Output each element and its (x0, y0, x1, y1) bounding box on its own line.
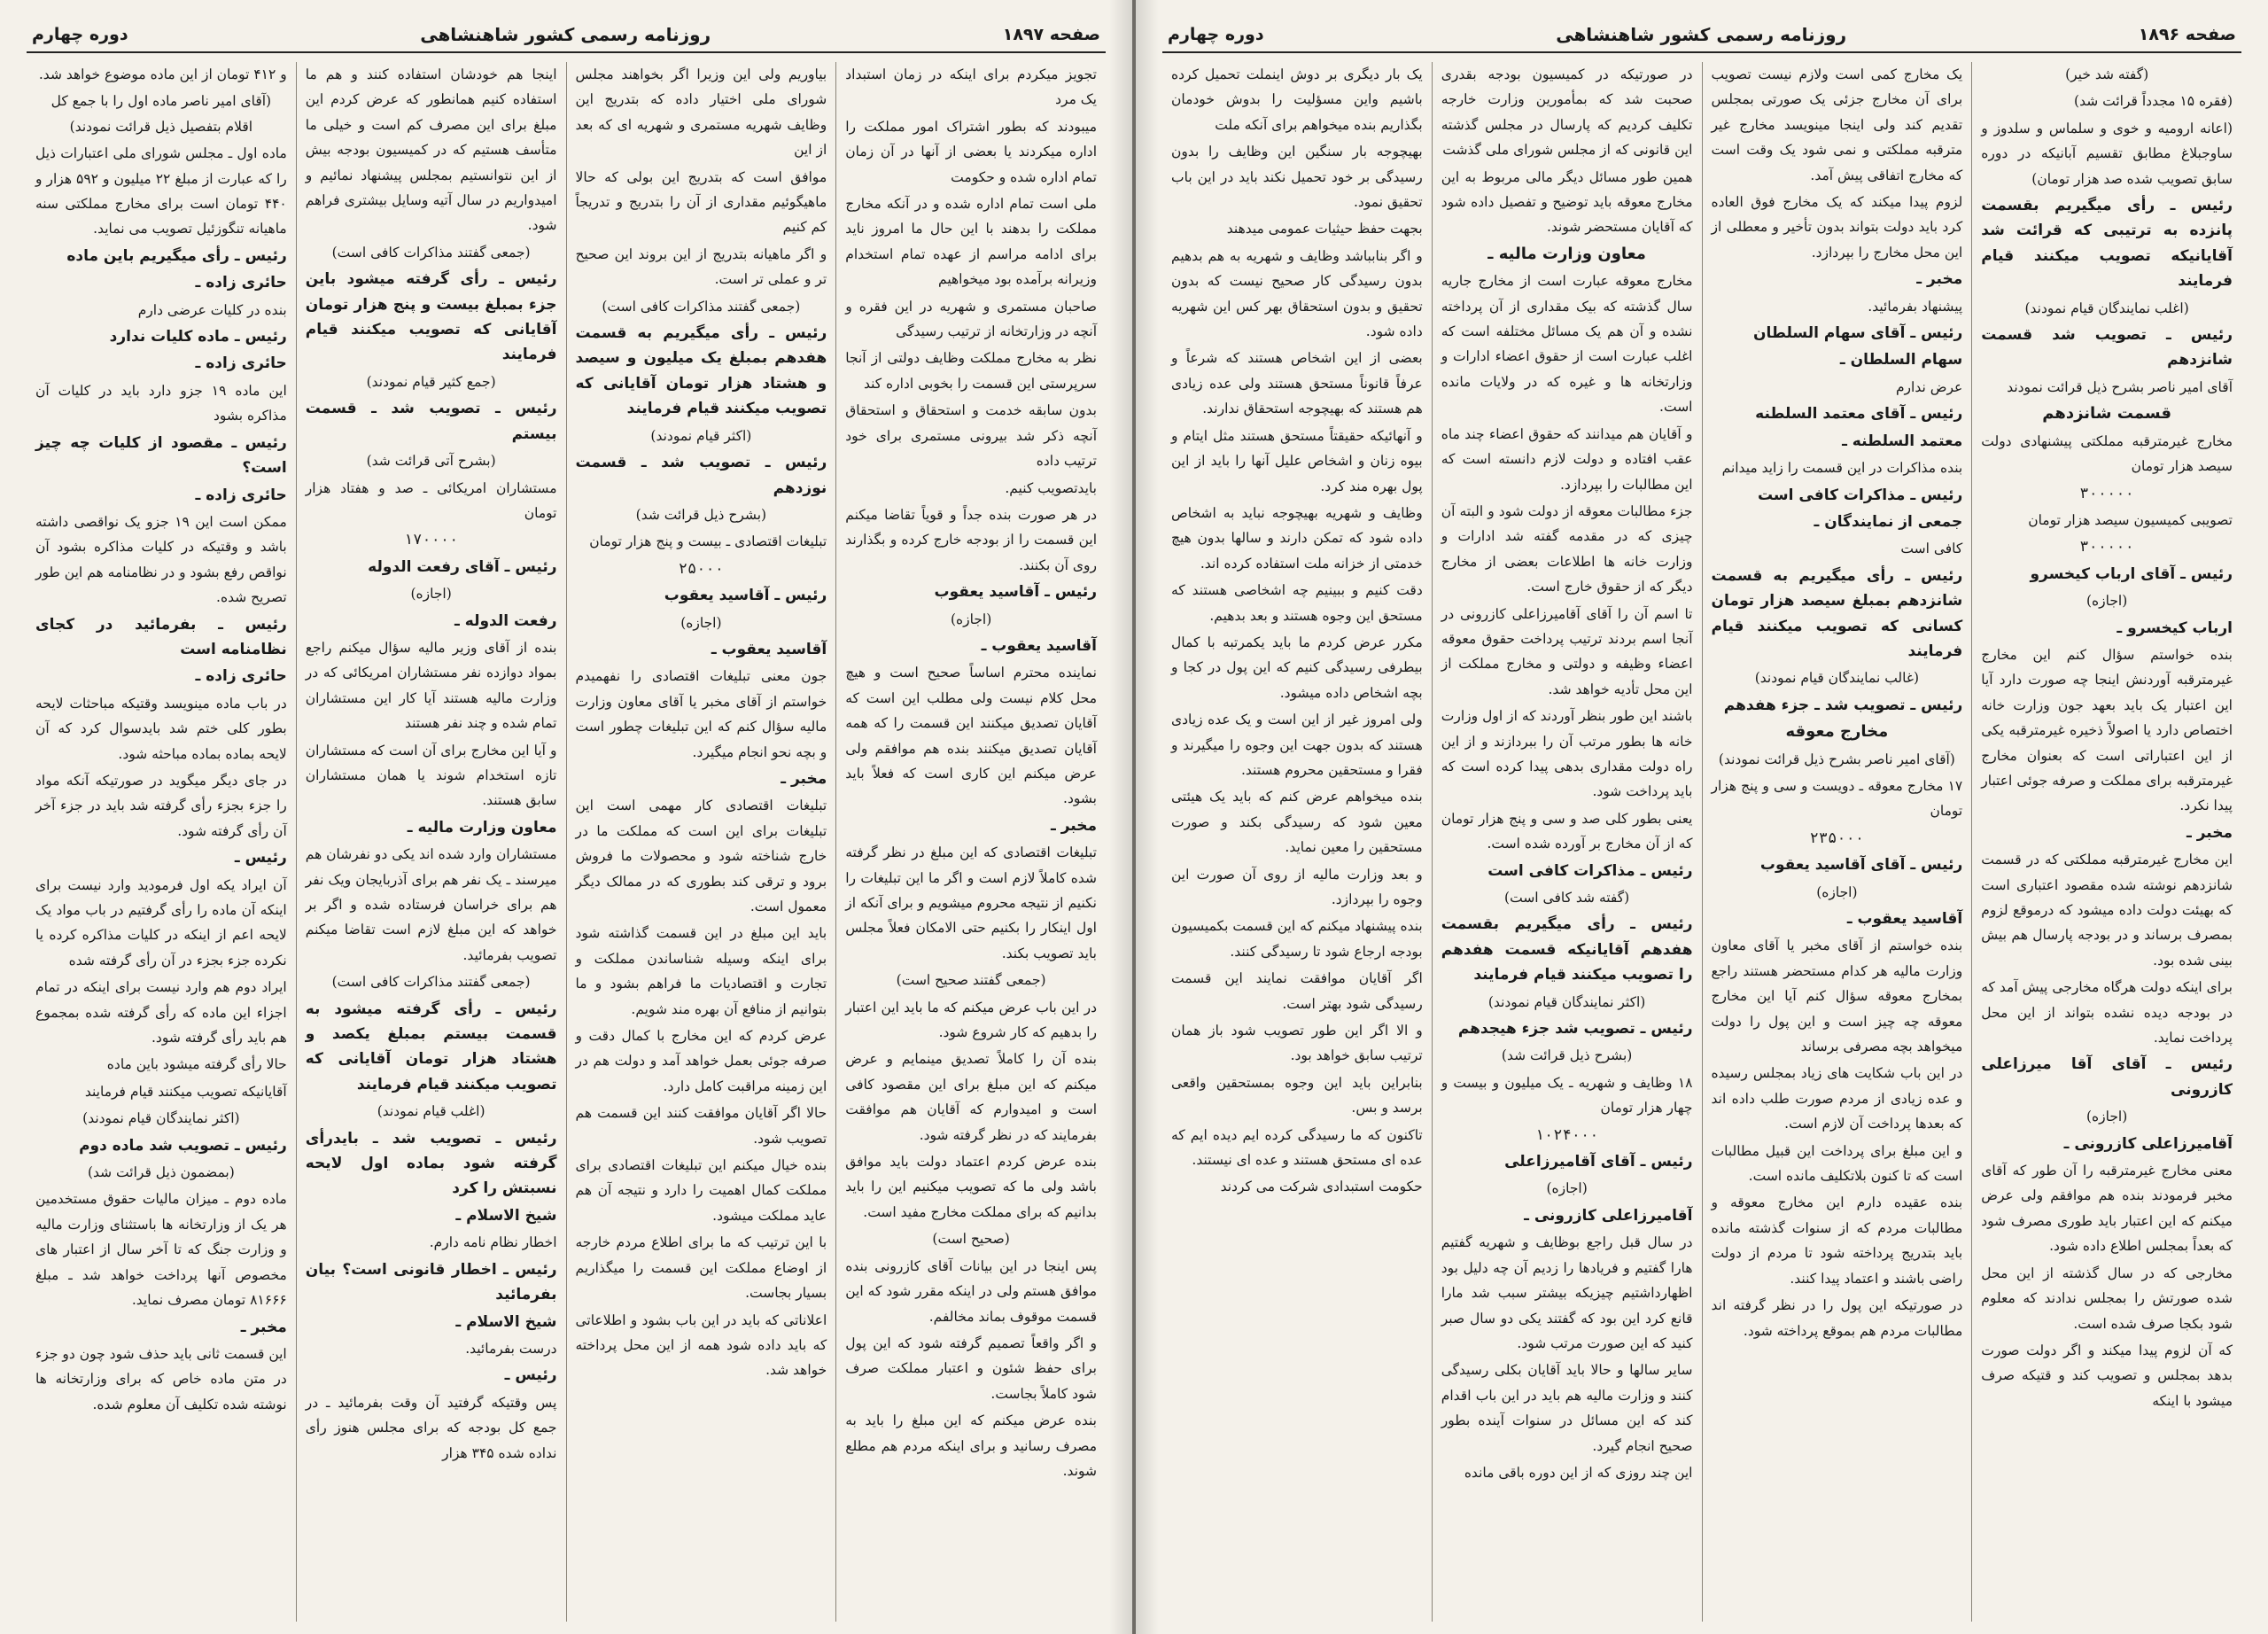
text-column (836, 62, 1106, 1622)
page-header (27, 21, 1106, 53)
text-column (1972, 62, 2241, 1622)
speaker-line: رئیس ـ رأی میگیریم باین ماده (66, 246, 287, 265)
paragraph: در باب ماده مینویسد وقتیکه مباحثات لایحه بطور کلی ختم شد بایدسوال کرد که آن لایحه بماده بماده مباحثه شود. (35, 695, 287, 762)
paragraph: این قسمت ثانی باید حذف شود چون دو جزء در متن ماده خاص که برای وزارتخانه ها نوشته شده تکلیف آن معلوم شده. (35, 1345, 287, 1412)
period-label: دوره چهارم (32, 25, 128, 44)
paragraph: باشند این طور بنظر آوردند که از اول وزارت خانه ها بطور مرتب آن را ببردازند و از این راه دولت مقداری بدهی پیدا کرده است که باید پرداخت شود. (1441, 708, 1693, 800)
paragraph: ممکن است این ۱۹ جزو یک نواقصی داشته باشد و وقتیکه در کلیات مذاکره بشود آن نواقص رفع بشود و در نظامنامه هم این طور تصریح شده. (35, 513, 287, 606)
paragraph: بیاوریم ولی این وزیرا اگر بخواهند مجلس شورای ملی اختیار داده که بتدریج این وظایف شهریه مستمری و شهریه ای که بعد از این (575, 66, 827, 159)
session-note: (اجازه) (1546, 1180, 1588, 1197)
paragraph: بایدتصویب کنیم. (1005, 479, 1097, 496)
paragraph: اگر آقایان موافقت نمایند این قسمت رسیدگی شود بهتر است. (1171, 970, 1423, 1012)
paragraph: در جای دیگر میگوید در صورتیکه آنکه مواد را جزء بجزء رأی گرفته شد باید در جزء آخر آن رأی گرفته شود. (35, 772, 287, 839)
paragraph: و آقایان هم میدانند که حقوق اعضاء چند ماه عقب افتاده و دولت لازم دانسته است که این مطالبات را بپردازد. (1441, 425, 1693, 493)
paragraph: اخطار نظام نامه دارم. (429, 1234, 557, 1251)
speaker-line: رئیس ـ آقای رفعت الدوله (368, 557, 557, 576)
page-number: صفحه ۱۸۹۶ (2138, 25, 2236, 44)
speaker-line: ارباب کیخسرو ـ (2117, 619, 2233, 637)
paragraph: و این مبلغ برای پرداخت این قبیل مطالبات است که تا کنون بلاتکلیف مانده است. (1711, 1142, 1963, 1185)
paragraph: حالا رأی گرفته میشود باین ماده (106, 1056, 287, 1073)
paragraph: و اگر واقعاً تصمیم گرفته شود که این پول برای حفظ شئون و اعتبار مملکت صرف شود کاملاً بجاست. (845, 1334, 1097, 1402)
page-fold (1132, 0, 1136, 1634)
amount-figure: ۱۷۰۰۰۰ (403, 531, 459, 549)
session-note: (اکثر نمایندگان قیام نمودند) (1487, 993, 1646, 1010)
speaker-line: رئیس ـ (504, 1366, 557, 1385)
paragraph: برای اینکه دولت هرگاه مخارجی پیش آمد که در بودجه دیده نشده بتواند از این محل پرداخت نماید. (1981, 979, 2233, 1047)
paragraph: (فقره ۱۵ مجدداً قرائت شد) (2074, 93, 2233, 110)
paragraph: ایراد دوم هم وارد نیست برای اینکه در تمام اجزاء این ماده که رأی گرفته شده بمجموع هم باید رأی گرفته شود. (35, 979, 287, 1047)
paragraph: جزء مطالبات معوقه از دولت شود و البته آن چیزی که در مقدمه گفته شد ادارات و وزارت خانه ها اطلاعات بعضی از مخارج دیگر که از حقوق خارج است. (1441, 502, 1693, 595)
paragraph: پیشنهاد بفرمائید. (1868, 298, 1963, 315)
paragraph: لزوم پیدا میکند که یک مخارج فوق العاده کرد باید دولت بتواند بدون تأخیر و معطلی از این محل مخارج را بپردازد. (1711, 194, 1963, 261)
paragraph: بنده خیال میکنم این تبلیغات اقتصادی برای مملکت کمال اهمیت را دارد و نتیجه آن هم عاید مملکت میشود. (575, 1157, 827, 1224)
speaker-line: سهام السلطان ـ (1839, 351, 1963, 370)
paragraph: مکرر عرض کردم ما باید یکمرتبه با کمال بیطرفی رسیدگی کنیم که این پول در کجا و بچه اشخاص داده میشود. (1171, 634, 1423, 701)
speaker-line: رئیس ـ تصویب شد قسمت شانزدهم (1981, 326, 2233, 370)
speaker-line: رئیس ـ رأی میگیریم به قسمت شانزدهم بمبلغ سیصد هزار تومان کسانی که تصویب میکنند قیام فرمایند (1711, 566, 1963, 660)
speaker-line: معاون وزارت مالیه ـ (407, 818, 557, 836)
session-note: (بشرح ذیل قرائت شد) (635, 506, 767, 523)
session-note: (گفته شد خیر) (2065, 66, 2149, 82)
paragraph: بجهت حفظ حیثیات عمومی میدهند (1226, 221, 1423, 237)
session-note: (اکثر نمایندگان قیام نمودند) (82, 1110, 240, 1127)
paragraph: یک بار دیگری بر دوش اینملت تحمیل کرده باشیم واین مسؤلیت را بدوش خودمان بگذاریم بنده میخواهم برای آنکه ملت (1171, 66, 1423, 133)
paragraph: بنده خواستم سؤال کنم این مخارج غیرمترقبه آوردنش اینجا چه صورت دارد آیا این اعتبار یک باید بعهد جون وزارت خانه اختصاص دارد یا اصولاً ذخیره غیرمترقبه یکی از این اعتباراتی است که بعنوان مخارج غیرمترقبه برای مملکت و صرفه جوئی اعتبار پیدا نکرد. (1981, 646, 2233, 814)
speaker-line: رئیس ـ رأی میگیریم بقسمت پانزده به ترتیبی که قرائت شد آقایانیکه تصویب میکنند قیام فرمایند (1981, 197, 2233, 291)
session-note: (اغلب نمایندگان قیام نمودند) (2024, 300, 2189, 316)
speaker-line: رئیس ـ بفرمائید در کجای نظامنامه است (35, 615, 287, 658)
speaker-line: رئیس ـ تصویب شد ـ جزء هفدهم (1723, 696, 1963, 714)
speaker-line: رئیس ـ مذاکرات کافی است (1487, 861, 1693, 880)
session-note: (بشرح ذیل قرائت شد) (1501, 1047, 1633, 1064)
paragraph: آقای امیر ناصر بشرح ذیل قرائت نمودند (2007, 378, 2233, 395)
paragraph: و آیا این مخارج برای آن است که مستشاران تازه استخدام شوند یا همان مستشاران سابق هستند. (305, 742, 557, 809)
session-note: (صحیح است) (932, 1231, 1010, 1248)
paragraph: یک مخارج کمی است ولازم نیست تصویب برای آن مخارج جزئی یک صورتی بمجلس تقدیم کند ولی اینجا مینویسد مخارج غیر مترقبه مملکتی و نمی شود یک وقت است که مخارج اتفاقی پیش آمد. (1711, 66, 1963, 183)
paragraph: در سال قبل راجع بوظایف و شهریه گفتیم هارا گفتیم و فریادها را زدیم آن چه دلیل بود اظهارداشتیم چیزیکه بیشتر سبب شد مارا قانع کرد این بود که گفتند یکی دو سال صبر کنید که این صورت مرتب شود. (1441, 1234, 1693, 1351)
speaker-line: معتمد السلطنه ـ (1842, 432, 1963, 450)
paragraph: بعضی از این اشخاص هستند که شرعاً و عرفاً قانوناً مستحق هستند ولی عده زیادی هم هستند که بهیچوجه استحقاق ندارند. (1171, 350, 1423, 417)
paragraph: اعلاناتی که باید در این باب بشود و اطلاعاتی که باید داده شود همه از این محل پرداخته خواهد شد. (575, 1311, 827, 1379)
text-column (1162, 62, 1433, 1622)
period-label: دوره چهارم (1168, 25, 1264, 44)
speaker-line: رئیس ـ آقاسید یعقوب (934, 583, 1097, 602)
speaker-line: حائری زاده ـ (195, 667, 287, 686)
speaker-line: رئیس ـ آقای ارباب کیخسرو (2030, 564, 2233, 583)
text-column (1433, 62, 1703, 1622)
speaker-line: رئیس ـ تصویب شد ـ قسمت بیستم (305, 400, 557, 443)
speaker-line: رئیس ـ تصویب شد ـ قسمت نوزدهم (575, 454, 827, 497)
paragraph: که آن لزوم پیدا میکند و اگر دولت صورت بدهد بمجلس و تصویب کند و قتیکه صرف میشود با اینکه (1981, 1342, 2233, 1409)
speaker-line: رئیس ـ ماده کلیات ندارد (109, 328, 287, 346)
paragraph: پس وقتیکه گرفتید آن وقت بفرمائید ـ در جمع کل بودجه که برای مجلس هنوز رأی نداده شده ۳۴۵ هزار (305, 1394, 557, 1461)
paragraph: این مخارج غیرمترقبه مملکتی که در قسمت شانزدهم نوشته شده مقصود اعتباری است که بهیئت دولت داده میشود که درموقع لزوم بمصرف برساند و در بودجه پارسال هم بیش بینی شده بود. (1981, 852, 2233, 969)
speaker-line: آقاسید یعقوب ـ (981, 636, 1097, 655)
paragraph: میبودند که بطور اشتراک امور مملکت را اداره میکردند یا بعضی از آنها در آن زمان تمام اداره شده و حکومت (845, 118, 1097, 185)
paragraph: بنده خواستم از آقای مخبر یا آقای معاون وزارت مالیه هر کدام مستحضر هستند راجع بمخارج معوقه سؤال کنم آیا این مخارج معوقه چه چیز است و این پول را دولت میخواهد بچه مصرفی برساند (1711, 938, 1963, 1055)
speaker-line: مخبر ـ (781, 769, 827, 788)
paragraph: و اگر بنابباشد وظایف و شهریه به هم بدهیم بدون رسیدگی کار صحیح نیست که بدون تحقیق و بدون استحقاق بهر کس این شهریه داده شود. (1171, 247, 1423, 340)
speaker-line: رئیس ـ تصویب شد ـ بایدرأی گرفته شود بماده اول لایحه نسبتش را کرد (305, 1129, 557, 1198)
paragraph: بنده از آقای وزیر مالیه سؤال میکنم راجع بمواد دوازده نفر مستشاران امریکائی که در وزارت مالیه هستند آیا کار این مستشاران تمام شده و چند نفر هستند (305, 639, 557, 732)
paragraph: عرض ندارم (1895, 378, 1963, 395)
paragraph: معنی مخارج غیرمترقبه را آن طور که آقای مخبر فرمودند بنده هم موافقم ولی عرض میکنم که این اعتبار باید طوری مصرف شود که بعداً بمجلس اطلاع داده شود. (1981, 1163, 2233, 1255)
speaker-line: رئیس ـ اخطار قانونی است؟ بیان بفرمائید (305, 1260, 557, 1304)
section-heading: معاون وزارت مالیه ـ (1487, 244, 1646, 263)
speaker-line: شیخ الاسلام ـ (455, 1206, 557, 1225)
paragraph: عرض کردم که این مخارج با کمال دقت و صرفه جوئی بعمل خواهد آمد و دولت هم در این زمینه مراقبت کامل دارد. (575, 1028, 827, 1094)
speaker-line: رئیس ـ رأی گرفته میشود به قسمت بیستم بمبلغ یکصد و هشتاد هزار تومان آقایانی که تصویب میکنند قیام فرمایند (305, 1000, 557, 1093)
speaker-line: حائری زاده ـ (195, 354, 287, 373)
paragraph: مخارجی که در سال گذشته از این محل شده صورتش را بمجلس ندادند که معلوم شود بکجا صرف شده است. (1981, 1264, 2233, 1332)
paragraph: همین طور مسائل دیگر مالی مربوط به این مخارج معوقه باید توضیح و تفصیل داده شود که آقایان مستحضر شوند. (1441, 168, 1693, 236)
session-note: (جمع کثیر قیام نمودند) (366, 373, 496, 390)
speaker-line: مخبر ـ (1916, 270, 1963, 289)
amount-figure: ۳۰۰۰۰۰ (2079, 484, 2134, 502)
speaker-line: مخبر ـ (2186, 823, 2233, 842)
paragraph: مخارج معوقه عبارت است از مخارج جاریه سال گذشته که بیک مقداری از آن پرداخته نشده و آن هم یک مسائل مختلفه است که اغلب عبارت است از حقوق اعضاء ادارات و وزارتخانه ها و غیره که در ولایات مانده است. (1441, 273, 1693, 416)
speaker-line: شیخ الاسلام ـ (455, 1312, 557, 1331)
speaker-line: جمعی از نمایندگان ـ (1814, 512, 1963, 531)
speaker-line: حائری زاده ـ (195, 486, 287, 504)
paragraph: و اگر ماهیانه بتدریج از این بروند این صحیح تر و عملی تر است. (575, 245, 827, 288)
paragraph: بنده در کلیات عرضی دارم (137, 301, 287, 318)
paragraph: بنده آن را کاملاً تصدیق مینمایم و عرض میکنم که این مبلغ برای این مقصود کافی است و امیدوارم که آقایان هم موافقت بفرمایند که در نظر گرفته شود. (845, 1051, 1097, 1143)
speaker-line: رئیس ـ (234, 849, 287, 868)
paragraph: و ۴۱۲ تومان از این ماده موضوع خواهد شد. (38, 66, 287, 82)
paragraph: بدون سابقه خدمت و استحقاق و استحقاق آنچه ذکر شد بیرونی مستمری برای خود ترتیب داده (845, 402, 1097, 470)
paragraph: ولی امروز غیر از این است و یک عده زیادی هستند که بدون جهت این وجوه را میگیرند و فقرا و مستحقین محروم هستند. (1171, 712, 1423, 778)
paragraph: آقایانیکه تصویب میکنند قیام فرمایند (84, 1083, 287, 1100)
speaker-line: رئیس ـ رأی میگیریم بقسمت هفدهم آقایانیکه قسمت هفدهم را تصویب میکنند قیام فرمایند (1441, 915, 1693, 984)
paragraph: نماینده محترم اساساً صحیح است و هیچ محل کلام نیست ولی مطلب این است که آقایان تصدیق میکنند این قسمت را که همه آقایان تصدیق میکنند بنده هم موافقم ولی عرض میکنم این کاری است که فعلاً باید بشود. (845, 665, 1097, 807)
amount-figure: ۲۳۵۰۰۰ (1809, 829, 1865, 847)
session-note: (آقای امیر ناصر بشرح ذیل قرائت نمودند) (1718, 751, 1955, 767)
speaker-line: رئیس ـ آقای آقامیرزاعلی (1504, 1153, 1693, 1171)
paragraph: بنده عرض کردم اعتماد دولت باید موافق باشد ولی ما که تصویب میکنیم این را باید بدانیم که برای مملکت مخارج مفید است. (845, 1154, 1097, 1220)
paragraph: در هر صورت بنده جداً و قویاً تقاضا میکنم این قسمت را از بودجه خارج کرده و بگذارند روی آن بکنند. (845, 506, 1097, 573)
speaker-line: رئیس ـ رأی میگیریم به قسمت هفدهم بمبلغ یک میلیون و سیصد و هشتاد هزار تومان آقایانی که تصویب میکنند قیام فرمایند (575, 324, 827, 418)
session-note: (غالب نمایندگان قیام نمودند) (1754, 670, 1920, 687)
session-note: (جمعی گفتند مذاکرات کافی است) (331, 974, 531, 991)
right-page (1134, 0, 2268, 1634)
paragraph: درست بفرمائید. (465, 1340, 557, 1357)
speaker-line: آقامیرزاعلی کازرونی ـ (1524, 1206, 1693, 1225)
text-column (567, 62, 837, 1622)
text-column (27, 62, 297, 1622)
speaker-line: رئیس ـ آقای معتمد السلطنه (1755, 405, 1963, 424)
text-column (1703, 62, 1973, 1622)
session-note: (جمعی گفتند مذاکرات کافی است) (331, 244, 531, 261)
speaker-line: آقاسید یعقوب ـ (1846, 910, 1963, 928)
paragraph: موافق است که بتدریج این بولی که حالا ماهیگوئیم مقداری از آن را بتدریج و تدریجاً کم کنیم (575, 168, 827, 236)
paragraph: بنده عرض میکنم که این مبلغ را باید به مصرف رسانید و برای اینکه مردم هم مطلع شوند. (845, 1412, 1097, 1479)
paragraph: کافی است (1900, 541, 1963, 557)
amount-figure: ۳۰۰۰۰۰ (2079, 538, 2134, 556)
session-note: (بمضمون ذیل قرائت شد) (87, 1164, 235, 1181)
paragraph: پس اینجا در این بیانات آقای کازرونی بنده موافق هستم ولی در اینکه مقرر شود که این قسمت موقوف بماند مخالفم. (845, 1257, 1097, 1325)
paragraph: باید این مبلغ در این قسمت گذاشته شود برای اینکه وسیله شناساندن مملکت و تجارت و اقتصادیات ما فراهم بشود و ما بتوانیم از منافع آن بهره مند شویم. (575, 925, 827, 1017)
paragraph: تبلیغات اقتصادی کار مهمی است این تبلیغات برای این است که مملکت ما در خارج شناخته شود و محصولات ما فروش برود و ترقی کند بطوری که در ممالک دیگر معمول است. (575, 798, 827, 914)
paragraph: مخارج غیرمترقبه مملکتی پیشنهادی دولت سیصد هزار تومان (1981, 432, 2233, 475)
paragraph: در صورتیکه این پول را در نظر گرفته اند مطالبات مردم هم بموقع پرداخته شود. (1711, 1297, 1963, 1339)
session-note: (اجازه) (410, 586, 452, 603)
paragraph: ماده اول ـ مجلس شورای ملی اعتبارات ذیل را که عبارت از مبلغ ۲۲ میلیون و ۵۹۲ هزار و ۴۴۰ تومان است برای مخارج مملکتی سنه ماهیانه تنگوزئیل تصویب می نماید. (35, 145, 287, 237)
session-note: (اجازه) (680, 614, 722, 631)
speaker-line: آقاسید یعقوب ـ (711, 640, 827, 658)
paragraph: تبلیغات اقتصادی که این مبلغ در نظر گرفته شده کاملاً لازم است و اگر ما این تبلیغات را نکنیم از نتیجه محروم میشویم و برای آنکه از اول اینکار را بکنیم حتی الامکان فعلاً مجلس باید تصویب بکند. (845, 844, 1097, 961)
paragraph: تاکنون که ما رسیدگی کرده ایم دیده ایم که عده ای مستحق هستند و عده ای نیستند. (1171, 1126, 1423, 1169)
page-number: صفحه ۱۸۹۷ (1002, 25, 1100, 44)
paragraph: تا اسم آن را آقای آقامیرزاعلی کازرونی در آنجا اسم بردند ترتیب پرداخت حقوق معوقه اعضاء وظیفه و دولتی و مخارج مملکت از این محل تأدیه خواهد شد. (1441, 605, 1693, 697)
paragraph: حکومت استبدادی شرکت می کردند (1220, 1179, 1423, 1195)
amount-figure: ۲۵۰۰۰ (678, 559, 724, 578)
session-note: (بشرح آتی قرائت شد) (366, 453, 496, 470)
paragraph: ۱۷ مخارج معوقه ـ دویست و سی و پنج هزار تومان (1711, 777, 1963, 820)
speaker-line: حائری زاده ـ (195, 274, 287, 292)
paragraph: ۱۸ وظایف و شهریه ـ یک میلیون و بیست و چهار هزار تومان (1441, 1074, 1693, 1117)
newspaper-title: روزنامه رسمی کشور شاهنشاهی (1556, 24, 1847, 45)
text-columns (27, 62, 1106, 1622)
paragraph: این چند روزی که از این دوره باقی مانده (1464, 1464, 1693, 1481)
session-note: (اجازه) (950, 611, 992, 627)
paragraph: بنده مذاکرات در این قسمت را زاید میدانم (1721, 460, 1963, 477)
speaker-line: رئیس ـ آقاسید یعقوب (664, 587, 827, 605)
speaker-line: رئیس ـ آقای آقاسید یعقوب (1759, 856, 1963, 875)
paragraph: مستشاران وارد شده اند یکی دو نفرشان هم میرسند ـ یک نفر هم برای آذربایجان ویک نفر هم برای خراسان فرستاده شده و اگر بر خواهد که این مبلغ لازم است تقاضا میکنم تصویب بفرمائید. (305, 846, 557, 963)
paragraph: بنده میخواهم عرض کنم که باید یک هیئتی معین شود که رسیدگی بکند و صورت مستحقین را معین نماید. (1171, 789, 1423, 856)
paragraph: نظر به مخارج مملکت وظایف دولتی از آنجا سرپرستی این قسمت را بخوبی اداره کند (845, 350, 1097, 392)
paragraph: (اعانه اروميه و خوی و سلماس و سلدوز و ساوجبلاغ مطابق تقسیم آبانیکه در دوره سابق تصویب شده صد هزار تومان) (1981, 120, 2233, 187)
speaker-line: مخبر ـ (1050, 816, 1097, 835)
speaker-line: رئیس ـ آقای آقا میرزاعلی کازرونی (1981, 1055, 2233, 1099)
speaker-line: مخبر ـ (240, 1318, 287, 1336)
paragraph: بنده عقیده دارم این مخارج معوقه و مطالبات مردم که از سنوات گذشته مانده باید بتدریج پرداخته شود تا مردم از دولت راضی باشند و اعتماد پیدا کنند. (1711, 1194, 1963, 1287)
gutter-shadow (1109, 0, 1132, 1634)
paragraph: وظایف و شهریه بهیچوجه نباید به اشخاص داده شود که تمکن دارند و سالها بدون هیچ خدمتی از خزانه ملت استفاده کرده اند. (1171, 504, 1423, 572)
section-heading: مخارج معوقه (1785, 722, 1889, 742)
speaker-line: رئیس ـ مقصود از کلیات چه چیز است؟ (35, 433, 287, 478)
paragraph: یعنی بطور کلی صد و سی و پنج هزار تومان که از آن مخارج بر آورده شده است. (1441, 810, 1693, 852)
paragraph: و الا اگر این طور تصویب شود باز همان ترتیب سابق خواهد بود. (1171, 1023, 1423, 1064)
paragraph: و آنهائیکه حقیقتاً مستحق هستند مثل ایتام و بیوه زنان و اشخاص علیل آنها را باید از این پول بهره مند کرد. (1171, 427, 1423, 494)
paragraph: تبلیغات اقتصادی ـ بیست و پنج هزار تومان (589, 533, 827, 550)
paragraph: اینجا هم خودشان استفاده کنند و هم ما استفاده کنیم همانطور که عرض کردم این مبلغ برای این مصرف کم است و خیلی ما متأسف هستیم که در کمیسیون بودجه بیش از این نتوانستیم بمجلس پیشنهاد نمائیم و امیدواریم در سال آتیه وسایل بیشتری فراهم شود. (305, 66, 557, 234)
text-columns (1162, 62, 2241, 1622)
speaker-line: رئیس ـ تصویب شد جزء هیجدهم (1457, 1020, 1693, 1039)
paragraph: با این ترتیب که ما برای اطلاع مردم خارجه از اوضاع مملکت این قسمت را میگذاریم بسیار بجاست. (575, 1234, 827, 1302)
paragraph: آن ایراد یکه اول فرمودید وارد نیست برای اینکه آن ماده را رأی گرفتیم در باب مواد یک لایحه اعم از اینکه در کلیات مذاکره کرده یا نکرده جزء بجزء در آن رأی گرفته شده (35, 876, 287, 969)
speaker-line: رئیس ـ تصویب شد ماده دوم (79, 1136, 287, 1155)
paragraph: در این باب عرض میکنم که ما باید این اعتبار را بدهیم که کار شروع شود. (845, 999, 1097, 1041)
paragraph: جون معنی تبلیغات اقتصادی را نفهمیدم خواستم از آقای مخبر یا آقای معاون وزارت مالیه سؤال کنم که این تبلیغات چطور است و بچه نحو انجام میگیرد. (575, 668, 827, 760)
session-note: (اجازه) (1816, 883, 1858, 900)
paragraph: بنابراین باید این وجوه بمستحقین واقعی برسد و بس. (1171, 1074, 1423, 1117)
session-note: (اجازه) (2085, 593, 2128, 610)
paragraph: تصویبی کمیسیون سیصد هزار تومان (2028, 511, 2233, 528)
amount-figure: ۱۰۲۴۰۰۰ (1534, 1125, 1599, 1144)
paragraph: سایر سالها و حالا باید آقایان بکلی رسیدگی کنند و وزارت مالیه هم باید در این باب اقدام کند که این مسائل در سنوات آینده بطور صحیح انجام گیرد. (1441, 1362, 1693, 1454)
speaker-line: رئیس ـ آقای سهام السلطان (1753, 324, 1963, 343)
session-note: (جمعی گفتند مذاکرات کافی است) (602, 298, 801, 315)
paragraph: در این باب شکایت های زیاد بمجلس رسیده و عده زیادی از مردم صورت طلب داده اند که بعدها پرداخت آن لازم است. (1711, 1065, 1963, 1132)
paragraph: در صورتیکه در کمیسیون بودجه بقدری صحبت شد که بمأمورین وزارت خارجه تکلیف کردیم که پارسال در مجلس گذشته این قانونی که از مجلس شورای ملی گذشت (1441, 66, 1693, 159)
paragraph: ملی است تمام اداره شده و در آنکه مخارج مملکت را بدهند با این حال ما امروز ناید برای ادامه مراسم از عهده تمام استخدام وزیرانه برآمده بود میخواهیم (845, 196, 1097, 288)
paragraph: این ماده ۱۹ جزو دارد باید در کلیات آن مذاکره بشود (35, 382, 287, 424)
paragraph: حالا اگر آقایان موافقت کنند این قسمت هم تصویب شود. (575, 1105, 827, 1147)
session-note: (اغلب قیام نمودند) (377, 1103, 485, 1120)
speaker-line: رفعت الدوله ـ (454, 611, 557, 630)
paragraph: ماده دوم ـ میزان مالیات حقوق مستخدمین هر یک از وزارتخانه ها باستثنای وزارت مالیه و وزارت جنگ که تا آخر سال از اعتبار های مخصوص آنها پرداخت خواهد شد ـ مبلغ ۸۱۶۶۶ تومان مصرف نماید. (35, 1191, 287, 1309)
newspaper-title: روزنامه رسمی کشور شاهنشاهی (420, 24, 711, 45)
session-note: (اکثر قیام نمودند) (650, 427, 752, 444)
page-header (1162, 21, 2241, 53)
session-note: (آقای امیر ناصر ماده اول را با جمع کل اقلام بتفصیل ذیل قرائت نمودند) (50, 93, 272, 135)
speaker-line: آقامیرزاعلی کازرونی ـ (2063, 1134, 2233, 1153)
paragraph: صاحبان مستمری و شهریه در این فقره و آنچه در وزارتخانه از ترتیب رسیدگی (845, 298, 1097, 340)
text-column (297, 62, 567, 1622)
speaker-line: رئیس ـ مذاکرات کافی است (1757, 486, 1963, 504)
session-note: (جمعی گفتند صحیح است) (896, 972, 1046, 989)
paragraph: بنده پیشنهاد میکنم که این قسمت بکمیسیون بودجه ارجاع شود تا رسیدگی کنند. (1171, 918, 1423, 960)
gutter-shadow (1136, 0, 1159, 1634)
session-note: (اجازه) (2085, 1109, 2128, 1125)
section-heading: قسمت شانزدهم (2042, 404, 2171, 424)
session-note: (گفته شد کافی است) (1504, 890, 1630, 906)
paragraph: و بعد وزارت مالیه از روی آن صورت این وجوه را بپردازد. (1171, 866, 1423, 907)
paragraph: تجویز میکردم برای اینکه در زمان استبداد یک مرد (845, 66, 1097, 108)
speaker-line: رئیس ـ رأی گرفته میشود باین جزء بمبلغ بیست و پنج هزار تومان آقایانی که تصویب میکنند قیام فرمایند (305, 270, 557, 364)
paragraph: دقت کنیم و ببینیم چه اشخاصی هستند که مستحق این وجوه هستند و بعد بدهیم. (1171, 582, 1423, 624)
paragraph: مستشاران امریکائی ـ صد و هفتاد هزار تومان (305, 479, 557, 521)
paragraph: بهیچوجه بار سنگین این وظایف را بدون رسیدگی بر خود تحمیل نکند باید در این باب تحقیق نمود. (1171, 144, 1423, 211)
